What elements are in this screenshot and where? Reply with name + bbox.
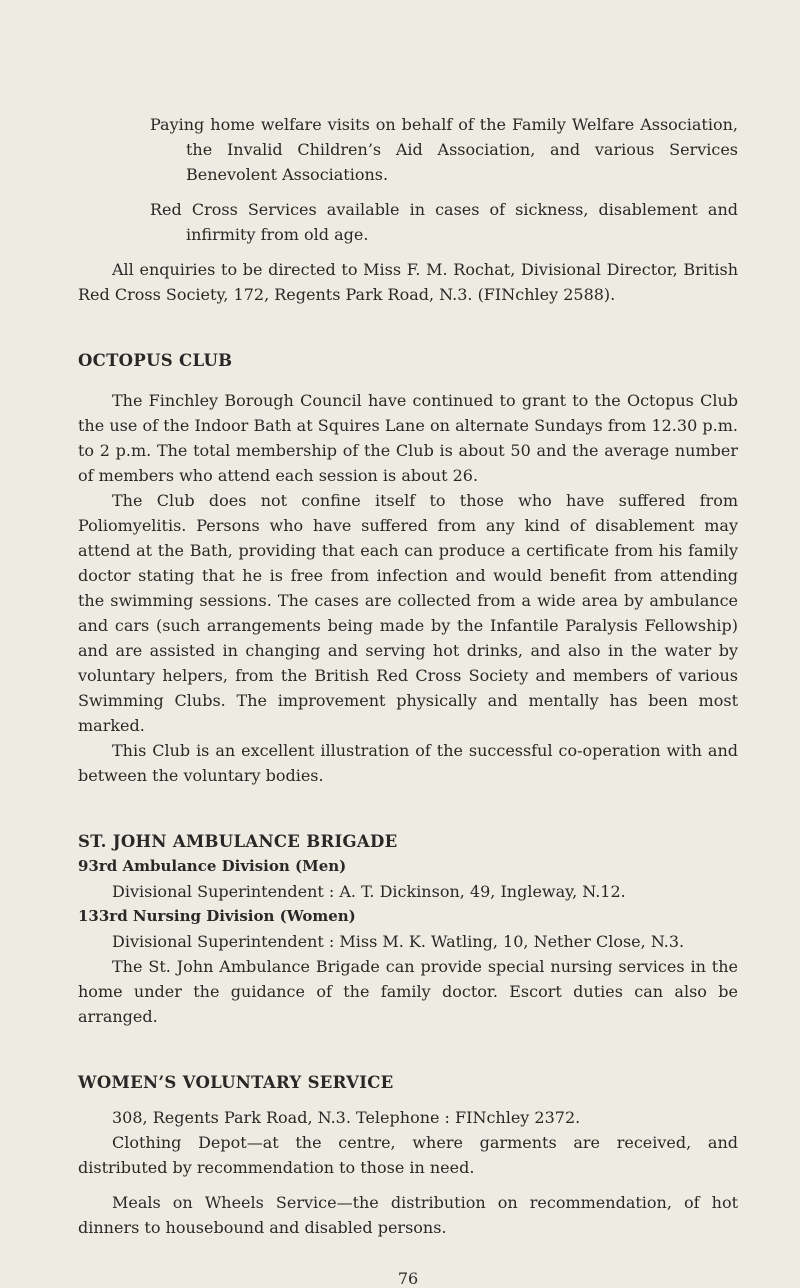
red-cross-services-item: Red Cross Services available in cases of sickness, disablement and infirmity from old age. [150, 200, 738, 244]
octopus-club-heading: OCTOPUS CLUB [78, 351, 233, 370]
st-john-services: The St. John Ambulance Brigade can provide special nursing services in the home under the guidance of the family doctor. Escort duties can also be arranged. [78, 957, 738, 1026]
wvs-clothing-depot: Clothing Depot—at the centre, where garments are received, and distributed by recommendation to those in need. [78, 1133, 738, 1177]
page-body [78, 112, 738, 1288]
octopus-paragraph-3: This Club is an excellent illustration of the successful co-operation with and between the voluntary bodies. [78, 741, 738, 785]
enquiries-paragraph: All enquiries to be directed to Miss F. M. Rochat, Divisional Director, British Red Cross Society, 172, Regents Park Road, N.3. (FINchley 2588). [78, 260, 738, 304]
men-division-subheading: 93rd Ambulance Division (Men) [78, 857, 347, 875]
octopus-paragraph-2: The Club does not confine itself to those who have suffered from Poliomyelitis. Persons who have suffered from any kind of disablement may attend at the Bath, providing that each can produce a certificate from his family doctor stating that he is free from infection and would benefit from attending the swimming sessions. The cases are collected from a wide area by ambulance and cars (such arrangements being made by the Infantile Paralysis Fellowship) and are assisted in changing and serving hot drinks, and also in the water by voluntary helpers, from the British Red Cross Society and members of various Swimming Clubs. The improvement physically and mentally has been most marked. [78, 491, 738, 735]
men-superintendent: Divisional Superintendent : A. T. Dickinson, 49, Ingleway, N.12. [112, 882, 626, 901]
wvs-meals-on-wheels: Meals on Wheels Service—the distribution on recommendation, of hot dinners to housebound and disabled persons. [78, 1193, 738, 1237]
wvs-heading: WOMEN’S VOLUNTARY SERVICE [78, 1073, 394, 1092]
women-superintendent: Divisional Superintendent : Miss M. K. Watling, 10, Nether Close, N.3. [112, 932, 685, 951]
wvs-address: 308, Regents Park Road, N.3. Telephone : FINchley 2372. [112, 1108, 581, 1127]
welfare-visits-item: Paying home welfare visits on behalf of the Family Welfare Association, the Invalid Children’s Aid Association, and various Services Benevolent Associations. [150, 115, 738, 184]
women-division-subheading: 133rd Nursing Division (Women) [78, 907, 356, 925]
octopus-paragraph-1: The Finchley Borough Council have continued to grant to the Octopus Club the use of the Indoor Bath at Squires Lane on alternate Sundays from 12.30 p.m. to 2 p.m. The total membership of the Club is about 50 and the average number of members who attend each session is about 26. [78, 391, 738, 485]
page-number: 76 [397, 1269, 419, 1288]
st-john-heading: ST. JOHN AMBULANCE BRIGADE [78, 832, 398, 851]
